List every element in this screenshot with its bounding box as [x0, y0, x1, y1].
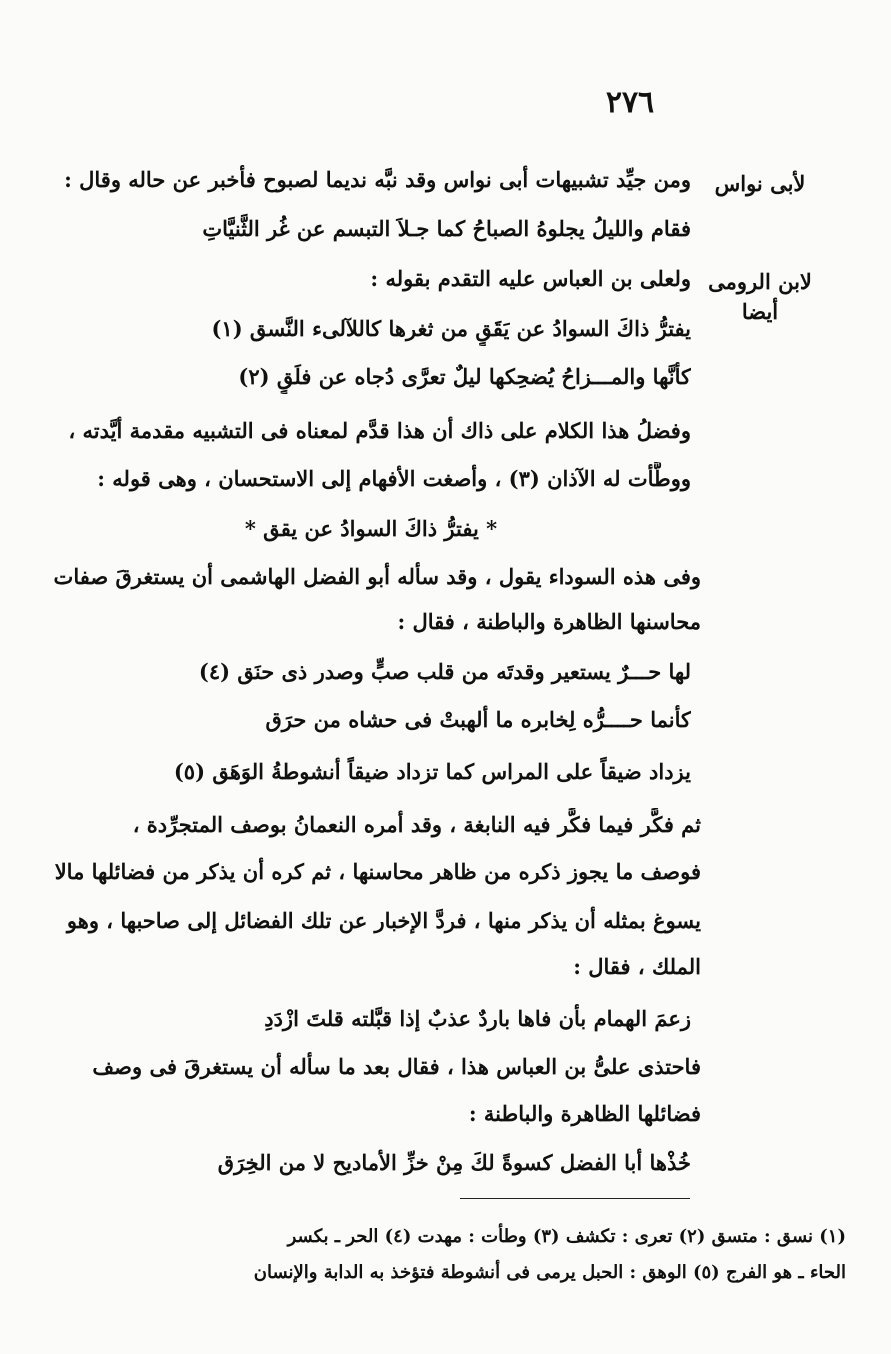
verse-line: زعمَ الهمام بأن فاها باردٌ عذبٌ إذا قبَّلته قلتَ ازْدَدِ — [264, 1006, 691, 1031]
text-line: وفضلُ هذا الكلام على ذاك أن هذا قدَّم لمعناه فى التشبيه مقدمة أيَّدته ، — [68, 418, 691, 443]
text-line: ثم فكَّر فيما فكَّر فيه النابغة ، وقد أمره النعمانُ بوصف المتجرِّدة ، — [132, 812, 701, 837]
text-line: فوصف ما يجوز ذكره من ظاهر محاسنها ، ثم كره أن يذكر من فضائلها مالا — [54, 859, 701, 884]
text-line: ولعلى بن العباس عليه التقدم بقوله : — [370, 266, 691, 291]
verse-line: خُذْها أبا الفضل كسوةً لكَ مِنْ خزِّ الأماديح لا من الخِرَق — [217, 1150, 691, 1175]
margin-note-also: أيضا — [741, 299, 779, 324]
quoted-hemistich: * يفترُّ ذاكَ السوادُ عن يقق * — [244, 516, 498, 541]
footnote-line: الحاء ـ هو الفرج (٥) الوهق : الحبل يرمى فى أنشوطة فتؤخذ به الدابة والإنسان — [253, 1262, 846, 1283]
verse-line: كأنما حــــرُّه لِخابره ما ألهبتْ فى حشاه من حرَق — [265, 707, 691, 732]
verse-line: يفترُّ ذاكَ السوادُ عن يَقَقٍ من ثغرها كاللآلىء النَّسق (١) — [211, 316, 691, 341]
footnote-separator — [460, 1198, 690, 1199]
text-line: ومن جيِّد تشبيهات أبى نواس وقد نبَّه نديما لصبوح فأخبر عن حاله وقال : — [64, 167, 691, 192]
verse-line: كأنَّها والمـــزاحُ يُضحِكها ليلٌ تعرَّى دُجاه عن فلَقٍ (٢) — [238, 364, 691, 389]
text-line: محاسنها الظاهرة والباطنة ، فقال : — [397, 609, 701, 634]
text-line: فضائلها الظاهرة والباطنة : — [468, 1101, 701, 1126]
margin-note-ibn-rumi: لابن الرومى — [708, 269, 812, 294]
verse-line: لها حـــرٌ يستعير وقدتَه من قلب صبٍّ وصدر ذى حنَق (٤) — [198, 659, 691, 684]
text-line: وفى هذه السوداء يقول ، وقد سأله أبو الفضل الهاشمى أن يستغرقَ صفات — [53, 564, 701, 589]
text-line: الملك ، فقال : — [573, 954, 701, 979]
verse-line: فقام والليلُ يجلوهُ الصباحُ كما جـلاَ التبسم عن غُر الثَّنيَّاتِ — [202, 216, 691, 241]
page-number: ٢٧٦ — [605, 85, 655, 120]
text-line: فاحتذى علىُّ بن العباس هذا ، فقال بعد ما سأله أن يستغرقَ فى وصف — [92, 1054, 701, 1079]
text-line: ووطَّأت له الآذان (٣) ، وأصغت الأفهام إلى الاستحسان ، وهى قوله : — [97, 466, 691, 491]
footnote-line: (١) نسق : متسق (٢) تعرى : تكشف (٣) وطأت : مهدت (٤) الحر ـ بكسر — [287, 1226, 846, 1247]
text-line: يسوغ بمثله أن يذكر منها ، فردَّ الإخبار عن تلك الفضائل إلى صاحبها ، وهو — [66, 908, 701, 933]
verse-line: يزداد ضيقاً على المراس كما تزداد ضيقاً أنشوطةُ الوَهَق (٥) — [173, 759, 691, 784]
margin-note-abu-nuwas: لأبى نواس — [714, 171, 806, 196]
